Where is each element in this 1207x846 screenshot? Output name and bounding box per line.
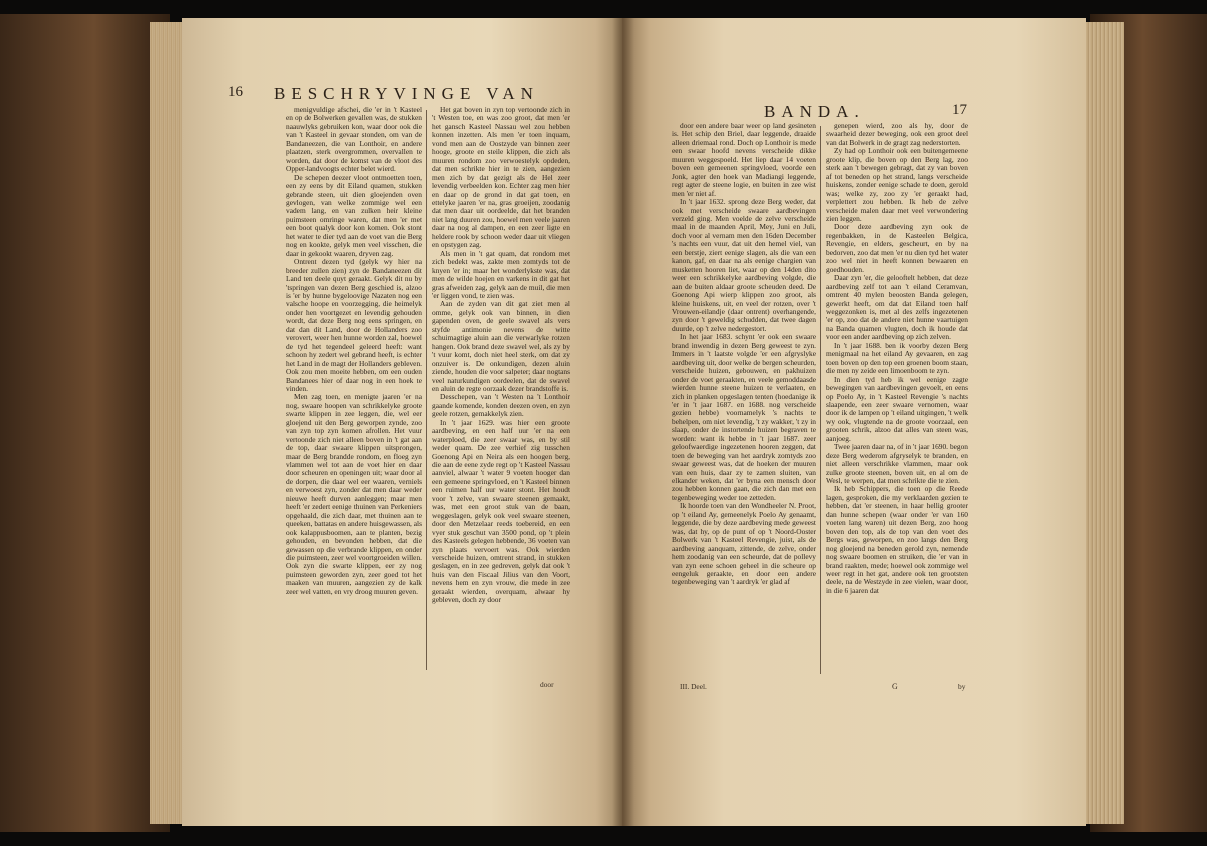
right-page-number: 17 (952, 102, 967, 118)
paragraph: In 't jaar 1632. sprong deze Berg weder, dat ook met verscheide swaare aardbevingen verzeld ging. Men voelde de zelve verscheide maal in de maanden April, Mey, Juni en Juli, doch voor al vernam men den 16den December 's nachts een vuur, dat uit den hemel viel, van een berstje, ziert eenige slagen, als die van een kanon, gaf, en daar na als eenige chargien van musketten hooren liet, waar op den 14den dito weer een schrikkelyke aardbeving volgde, die aan de buiten aldaar groote scheuden deed. De Goenong Api wierp klippen zoo groot, als kleine huiskens, uit, en veel der rotzen, over 't Vrouwen-eilandje (daar ontrent) overhangende, zyn door 't geweldig schudden, dat twee dagen duurde, op 't zelve nedergestort. (672, 197, 816, 333)
left-page-edges (150, 22, 184, 824)
paragraph: In dien tyd heb ik wel eenige zagte bewegingen van aardbevingen gevoelt, en eens op Poelo Ay, in 't Kasteel Revengie 's nachts slaapende, een zeer swaare vernomen, waar door ik de lampen op 't eiland uitgingen, 't welk wy ook, vlugtende na de groote voorzaal, een grooten schrik, alzoo dat alles van steen was, aanjoeg. (826, 374, 968, 443)
right-catchword: by (958, 682, 966, 691)
paragraph: door een andere baar weer op land gesineten is. Het schip den Briel, daar leggende, draaide alleen driemaal rond. Doch op Lonthoir is mede een swaar hoofd nevens verscheide dikke muuren weggespoeld. Het liep daar 14 voeten boven een gemeenen springvloed, voorde een Jonk, agter den hoek van Madiangi leggende, regt agter de steene logie, en buiten in zee wist men 'er niet af. (672, 122, 816, 198)
left-page (182, 18, 622, 826)
left-column-1 (286, 106, 422, 666)
left-running-head: BESCHRYVINGE VAN (274, 84, 539, 103)
right-column-1 (672, 122, 816, 672)
right-running-head: BANDA. (764, 102, 865, 121)
paragraph: Het gat boven in zyn top vertoonde zich in 't Westen toe, en was zoo groot, dat men 'er het gansch Kasteel Nassau wel zou hebben konnen inzetten. Als men 'er toen inquam, vond men aan de Oostzyde van binnen zeer hooge, groote en steile klippen, die zich als muuren rondom zoo verwoestelyk opdeden, dat men schrikte hier in te zien, aangezien men zich by dat gezigt als de Hel zeer levendig verbeelden kon. Echter zag men hier en daar op de grond in dat gat toen, en ettelyke jaaren 'er na, gras groeijen, zoodanig dat men daar uit oordeelde, dat het branden niet lang duuren zou, hoewel men veele jaaren daar na nog al dampen, en een zeer ligte en heldere rook by schoon weder daar uit vliegen en opstygen zag. (432, 106, 570, 250)
book-gutter (612, 18, 634, 826)
paragraph: Men zag toen, en menigte jaaren 'er na nog, swaare hoopen van schrikkelyke groote swarte klippen in zee leggen, die, wel eer gloejend uit den Berg geworpen zynde, zoo van zyn top zyn komen afrollen. Het vuur vertoonde zich niet alleen boven in 't gat aan de top, daar swaare klippen uitsprongen, maar de Berg brandde rondom, en floeg zyn vlammen wel tot aan de voet hier en daar door scheuren en openingen uit; waar door al de dorpen, die daar wel eer waaren, verniels en verwoest zyn, zonder dat men daar weder nieuwe heeft durven aanleggen; maar men heeft 'er zedert eenige thuinen van Perkeniers opgehaald, die zich daar, met thuinen aan te queeken, battatas en andere huisgewassen, als ook kalappusboomen, aan te planten, bezig gehouden, en bevonden hebben, dat die gewassen op die verbrande klippen, en onder die puimsteen, zeer wel voortgroeiden willen. Ook zyn die swarte klippen, eer zy nog puimsteen geworden zyn, zeer goed tot het maaken van muuren, aangezien zy de kalk zeer wel vatten, en vry droog muuren geven. (286, 392, 422, 596)
paragraph: genepen wierd, zoo als hy, door de swaarheid dezer beweging, ook een groot deel van dat Bolwerk in de gragt zag nederstorten. (826, 122, 968, 147)
left-column-2 (432, 106, 570, 680)
paragraph: Ontrent dezen tyd (gelyk wy hier na breeder zullen zien) zyn de Bandaneezen dit Land ten deele quyt geraakt. Gelyk dit nu by 'tspringen van dezen Berg geschied is, alzoo is 'er by hunne bygeloovige Nazaten nog een valsche hoope en voorzegging, die heimelyk onder hen voortgezet en levendig gehouden wordt, dat deze Berg nog eens springen, en dat dan dit Land, door de Hollanders zoo verovert, weer hen hunne worden zal, hoewel de tyd het tegendeel geleerd heeft: want schoon hy zedert wel gebrand heeft, is echter het Land in de magt der Hollanders gebleven. Ook zou men moeite hebben, om een ouden Bandanees hier of daar nog in een hoek te vinden. (286, 257, 422, 393)
paragraph: Ik heb Schippers, die toen op die Reede lagen, gesproken, die my verklaarden gezien te hebben, dat 'er steenen, in haar hellig grooter dan hunne schepen (waar onder 'er van 160 voeten lang waren) uit dezen Berg, zoo hoog boven den top, als de top van den voet des Bergs was, geworpen, en zoo langs den Berg nog gloejend na beneden gerold zyn, nemende nog swaare boomen en struiken, die 'er van in brand raakten, mede; hoewel ook zommige wel weer regt in het gat, andere ook ten grootsten deele, na de Westzyde in zee vielen, waar door, in die 6 jaaren dat (826, 484, 968, 595)
paragraph: Als men in 't gat quam, dat rondom met zich bedekt was, zakte men zomtyds tot de knyen 'er in; maar het wonderlykste was, dat men de wilde hoejen en varkens in dit gat het gras afweiden zag, gelyk aan de muil, die men 'er liggen vond, te zien was. (432, 248, 570, 300)
paragraph: menigvuldige afschei, die 'er in 't Kasteel en op de Bolwerken gevallen was, de stukken naauwlyks gebruiken kon, waar door ook die van 't Kasteel in gevaar stonden, om van de Bandaneezen, die van Lonthoir, en andere plaatzen, sterk overgrommen, overvallen te worden, dat door de komst van de vloot des Opper-landvoogts echter belet wierd. (286, 106, 422, 174)
left-cover-edge (0, 14, 170, 832)
paragraph: In 't jaar 1629. was hier een groote aardbeving, en een half uur 'er na een waterploed, die zeer swaar was, en by stil weder quam. De zee verhief zig tusschen Goenong Api en Neira als een hoogen berg, die aan de eene zyde regt op 't Kasteel Nassau aanviel, alwaar 't water 9 voeten hooger dan een gemeene springvloed, en 't Kasteel binnen een ruimen half uur water stont. Het houdt voor 't zelve, van swaare steenen gemaakt, was, met een groot stuk van de baan, weggeslagen, gelyk ook veel swaare steenen, door den Metzelaar reeds toebereid, en een vyer stuk geschut van 3500 pond, op 't plein des Kasteels gelegen hebbende, 36 voeten van zyn plaats vervoert was. Ook wierden verscheide huizen, omtrent strand, in stukken geslagen, en in zee gedreven, gelyk dat ook 't huis van den Fiscaal Jilius van den Voort, nevens hem en zyn vrouw, die mede in zee geraakt wierden, overquam, alwaar hy gebleven, doch zy door (432, 417, 570, 605)
paragraph: De schepen deezer vloot ontmoetten toen, een zy eens by dit Eiland quamen, stukken gebrande steen, uit dien gloejenden oven gevlogen, van welke zommige wel een vadem lang, en van zulken heir kleine puimsteen omringe waren, dat men 'er met een boot qualyk door kon komen. Ook stont het water te dier tyd aan de voet van die Berg nog en kookte, gelyk men veel visschen, die daar in gekookt waaren, dryven zag. (286, 172, 422, 258)
paragraph: Zy had op Lonthoir ook een buitengemeene groote klip, die boven op den Berg lag, zoo sterk aan 't bewegen gebragt, dat zy van boven af tot beneden op het strand, langs verscheide huiskens, zonder eenige schade te doen, gerold was; welke zy, zoo zy 'er geraakt had, verplettert zou hebben. Ik heb de zelve verscheide malen daar met veel verwondering zien leggen. (826, 146, 968, 223)
paragraph: In 't jaar 1688. ben ik voorby dezen Berg menigmaal na het eiland Ay gevaaren, en zag toen boven op den top een groenen boom staan, die men ny zeide een limoenboom te zyn. (826, 340, 968, 376)
paragraph: Daar zyn 'er, die gelooftelt hebben, dat deze aardbeving zelf tot aan 't eiland Ceramvan, omtrent 40 mylen beoosten Banda gelegen, gewerkt heeft, om dat dat Eiland toen half weggezonken is, met al des zelfs ingezetenen 'er op, zoo dat de andere niet hunne vaartuigen na Banda quamen vlugten, doch ik houde dat voor een ander aardbeving op zich zelven. (826, 273, 968, 342)
left-catchword: door (540, 680, 554, 689)
left-page-number: 16 (228, 84, 243, 100)
volume-footer: III. Deel. (680, 682, 707, 691)
paragraph: Aan de zyden van dit gat ziet men al omme, gelyk ook van binnen, in dien gapenden oven, de geele swavel als vers styfde antimonie nevens de witte schuimagtige aluin aan die verwarlyke rotzen hangen. Ook brand deze swavel wel, als zy by 't vuur komt, doch niet heel sterk, om dat zy onzuiver is. De onkundigen, dezen aluin ziende, houden die voor salpeter; daar nogtans veel naturkundigen oordeelen, dat de swavel en aluin de regte oorzaak dezer brandstoffe is. (432, 299, 570, 393)
paragraph: In het jaar 1683. schynt 'er ook een swaare brand inwendig in dezen Berg geweest te zyn. Immers in 't laatste volgde 'er een afgryslyke aardbeving uit, door welke de bergen scheurden, verscheide huizen, gebouwen, en pakhuizen onder de voet geraakten, en veele gemoddaasde wierden hunne steene huizen te verlaaten, en zich in planken opgeslagen tenten (hoedanige ik 'er in 't jaar 1687. en 1688. nog verscheide gezien hebbe) voornamelyk 's nachts te behelpen, om niet levendig, 't zy wakker, 't zy in slaap, onder de instortende huizen begraven te worden: want ik hebbe in 't jaar 1687. zeer geloofwaerdige ingezetenen hooren zeggen, dat toen de beweging van het aardryk zomtyds zoo swaar geweest was, dat de hoeken der muuren van een huis, daar zy te zamen sluiten, van elkander weken, dat 'er byna een mensch door zou hebben konnen gaan, die zich dan met een tegenbeweging weder toe zetteden. (672, 332, 816, 502)
right-page-edges (1084, 22, 1124, 824)
right-column-2 (826, 122, 968, 682)
right-page (622, 18, 1086, 826)
paragraph: Ik hoorde toen van den Wondheeler N. Proot, op 't eiland Ay, gemeenelyk Poelo Ay genaamt, leggende, die by deze aardbeving mede geweest was, dat hy, op de punt of op 't Noord-Ooster Bolwerk van 't Kasteel Revengie, juist, als de aardbeving aanquam, zittende, de zelve, onder hem zoodanig van een scheurde, dat de pollevy van zyn eene schoen geheel in die scheure op eengeluk geraakte, en door een andere tegenbeweging van 't aardryk 'er glad af (672, 501, 816, 587)
paragraph: Desschepen, van 't Westen na 't Lonthoir gaande komende, konden deezen oven, en zyn geele rotzen, gemakkelyk zien. (432, 392, 570, 419)
column-rule (820, 126, 821, 674)
paragraph: Twee jaaren daar na, of in 't jaar 1690. begon deze Berg wederom afgryselyk te branden, en niet alleen verschrikke vlammen, maar ook zulke groote steenen, boven uit, en al om de Wesl, te werpen, dat men schrikte die te zien. (826, 442, 968, 486)
paragraph: Door deze aardbeving zyn ook de regenbakken, in de Kasteelen Belgica, Revengie, en elders, gescheurt, en by na bedorven, zoo dat men 'er nu dien tyd het water zoo wel niet in heeft konnen bewaaren en goedhouden. (826, 222, 968, 274)
signature-mark: G (892, 682, 898, 691)
column-rule (426, 110, 427, 670)
